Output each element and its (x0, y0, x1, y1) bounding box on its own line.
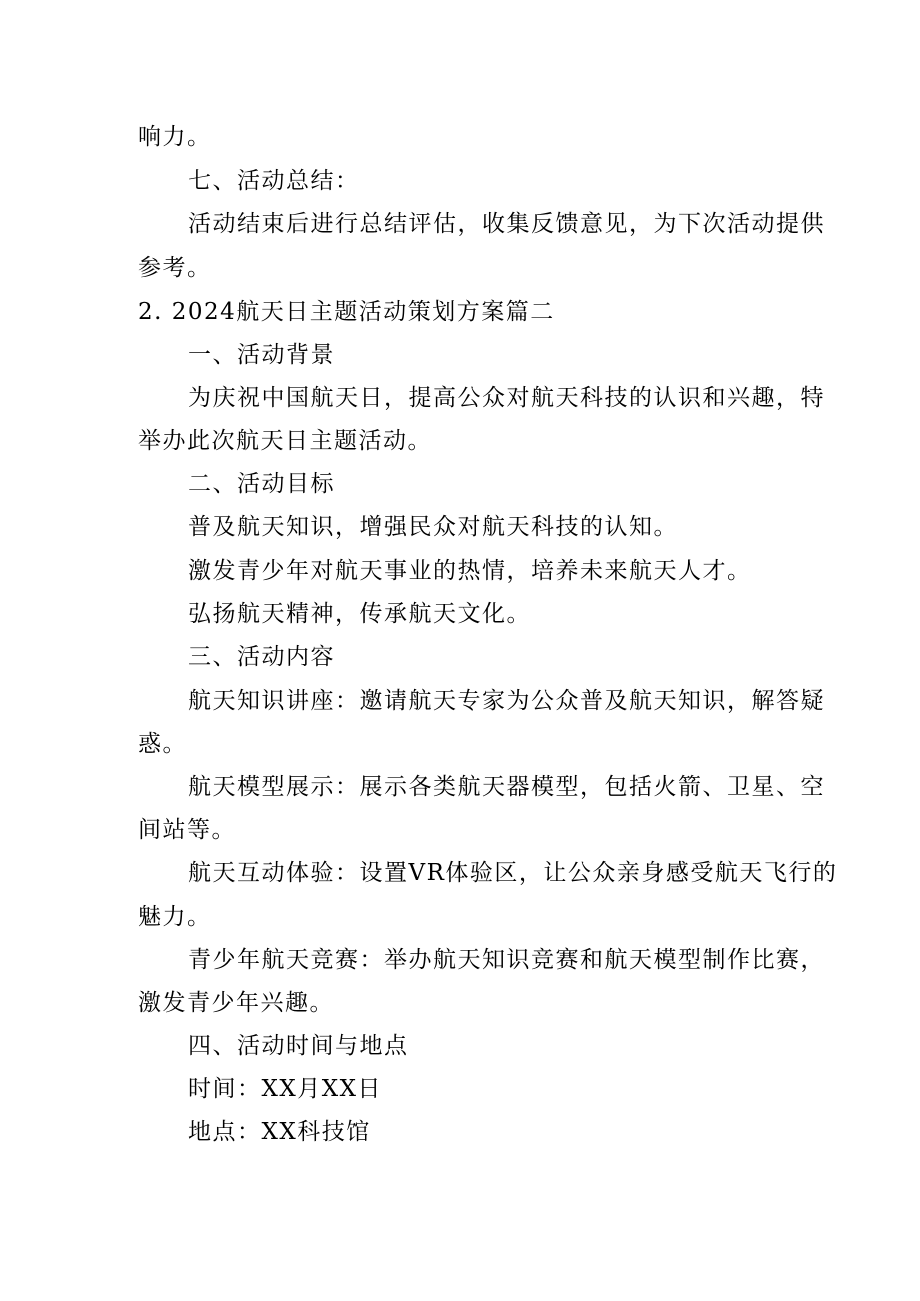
article-title: 2. 2024航天日主题活动策划方案篇二 (138, 299, 555, 325)
paragraph-line: 普及航天知识，增强民众对航天科技的认知。 (188, 514, 678, 540)
paragraph-line: 间站等。 (138, 817, 236, 843)
paragraph-line: 惑。 (138, 731, 187, 757)
paragraph-line: 激发青少年兴趣。 (138, 990, 334, 1016)
paragraph-line: 魅力。 (138, 904, 212, 930)
section-heading: 二、活动目标 (188, 471, 335, 497)
paragraph-line: 青少年航天竞赛：举办航天知识竞赛和航天模型制作比赛， (188, 947, 825, 973)
paragraph-line: 地点：XX科技馆 (188, 1119, 371, 1145)
paragraph-line: 航天模型展示：展示各类航天器模型，包括火箭、卫星、空 (188, 774, 825, 800)
paragraph-line: 航天知识讲座：邀请航天专家为公众普及航天知识，解答疑 (188, 688, 825, 714)
paragraph-line: 弘扬航天精神，传承航天文化。 (188, 601, 531, 627)
section-heading: 三、活动内容 (188, 644, 335, 670)
section-heading: 七、活动总结： (188, 168, 360, 194)
paragraph-line: 时间：XX月XX日 (188, 1076, 382, 1102)
section-heading: 一、活动背景 (188, 342, 335, 368)
paragraph-line: 航天互动体验：设置VR体验区，让公众亲身感受航天飞行的 (188, 860, 838, 886)
paragraph-line: 参考。 (138, 255, 212, 281)
paragraph-line: 举办此次航天日主题活动。 (138, 428, 432, 454)
paragraph-line: 为庆祝中国航天日，提高公众对航天科技的认识和兴趣，特 (188, 385, 825, 411)
section-heading: 四、活动时间与地点 (188, 1033, 409, 1059)
paragraph-line: 响力。 (138, 124, 212, 150)
paragraph-line: 激发青少年对航天事业的热情，培养未来航天人才。 (188, 558, 752, 584)
paragraph-line: 活动结束后进行总结评估，收集反馈意见，为下次活动提供 (188, 211, 825, 237)
